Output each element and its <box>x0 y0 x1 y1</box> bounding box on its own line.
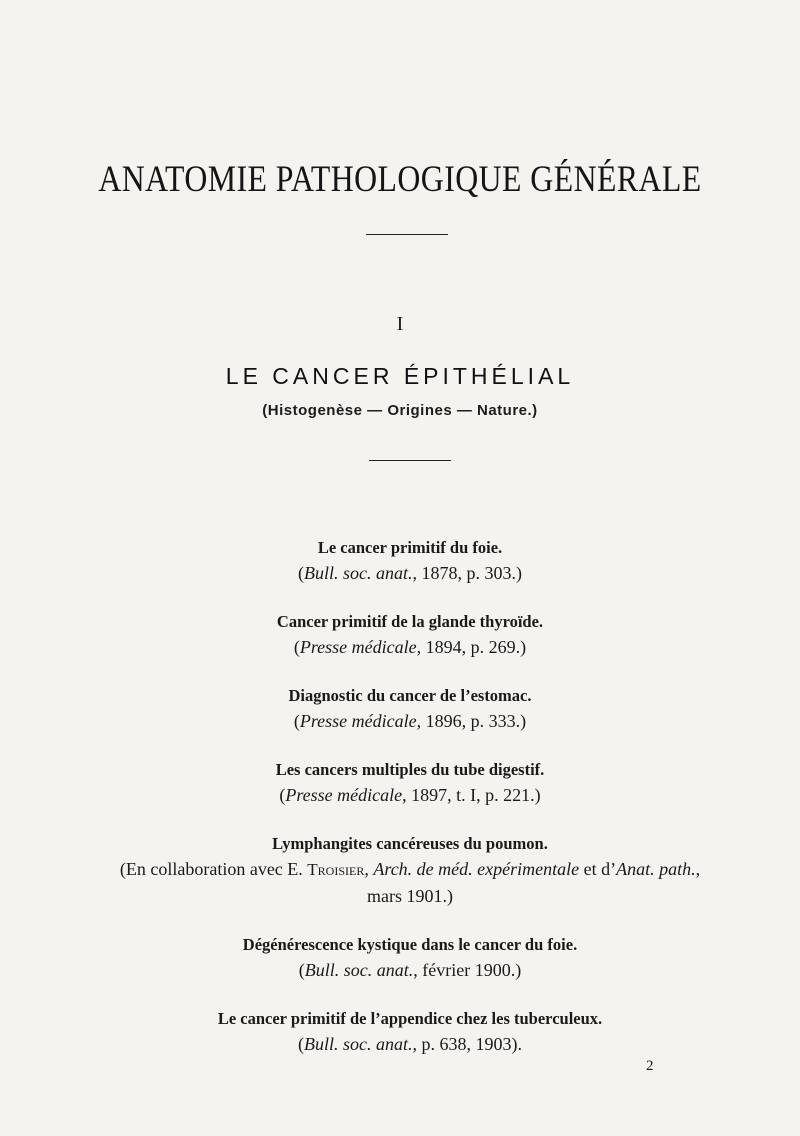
publication-reference: (Presse médicale, 1897, t. I, p. 221.) <box>279 785 541 805</box>
title-divider <box>366 234 448 235</box>
publication-title: Diagnostic du cancer de l’estomac. <box>288 686 532 705</box>
publication-title: Cancer primitif de la glande thyroïde. <box>276 612 544 631</box>
publication-reference: (Presse médicale, 1896, p. 333.) <box>293 711 527 731</box>
section-subtitle: (Histogenèse — Origines — Nature.) <box>262 402 538 419</box>
main-title: ANATOMIE PATHOLOGIQUE GÉNÉRALE <box>98 159 702 200</box>
publication-reference: (En collaboration avec E. Troisier, Arch. de méd. expérimentale et d’Anat. path., <box>119 859 701 879</box>
publication-entry <box>60 684 760 734</box>
publication-title: Les cancers multiples du tube digestif. <box>275 760 545 779</box>
publication-entry <box>60 1007 760 1057</box>
publication-entry <box>60 933 760 983</box>
section-number: I <box>396 313 404 335</box>
publication-entry <box>60 610 760 660</box>
publication-list <box>60 536 760 1081</box>
publication-reference: (Presse médicale, 1894, p. 269.) <box>293 637 527 657</box>
publication-entry <box>60 758 760 808</box>
publication-reference: (Bull. soc. anat., 1878, p. 303.) <box>298 563 522 583</box>
publication-entry <box>60 536 760 586</box>
publication-title: Le cancer primitif du foie. <box>317 538 503 557</box>
publication-title: Dégénérescence kystique dans le cancer du foie. <box>242 935 578 954</box>
section-title: LE CANCER ÉPITHÉLIAL <box>225 363 575 389</box>
publication-title: Lymphangites cancéreuses du poumon. <box>272 834 548 853</box>
publication-reference: (Bull. soc. anat., p. 638, 1903). <box>298 1034 522 1054</box>
page-number: 2 <box>646 1058 654 1074</box>
publication-title: Le cancer primitif de l’appendice chez les tuberculeux. <box>217 1009 603 1028</box>
publication-entry <box>60 832 760 909</box>
publication-reference: (Bull. soc. anat., février 1900.) <box>298 960 522 980</box>
section-divider <box>369 460 451 461</box>
publication-reference-continued: mars 1901.) <box>367 886 453 906</box>
